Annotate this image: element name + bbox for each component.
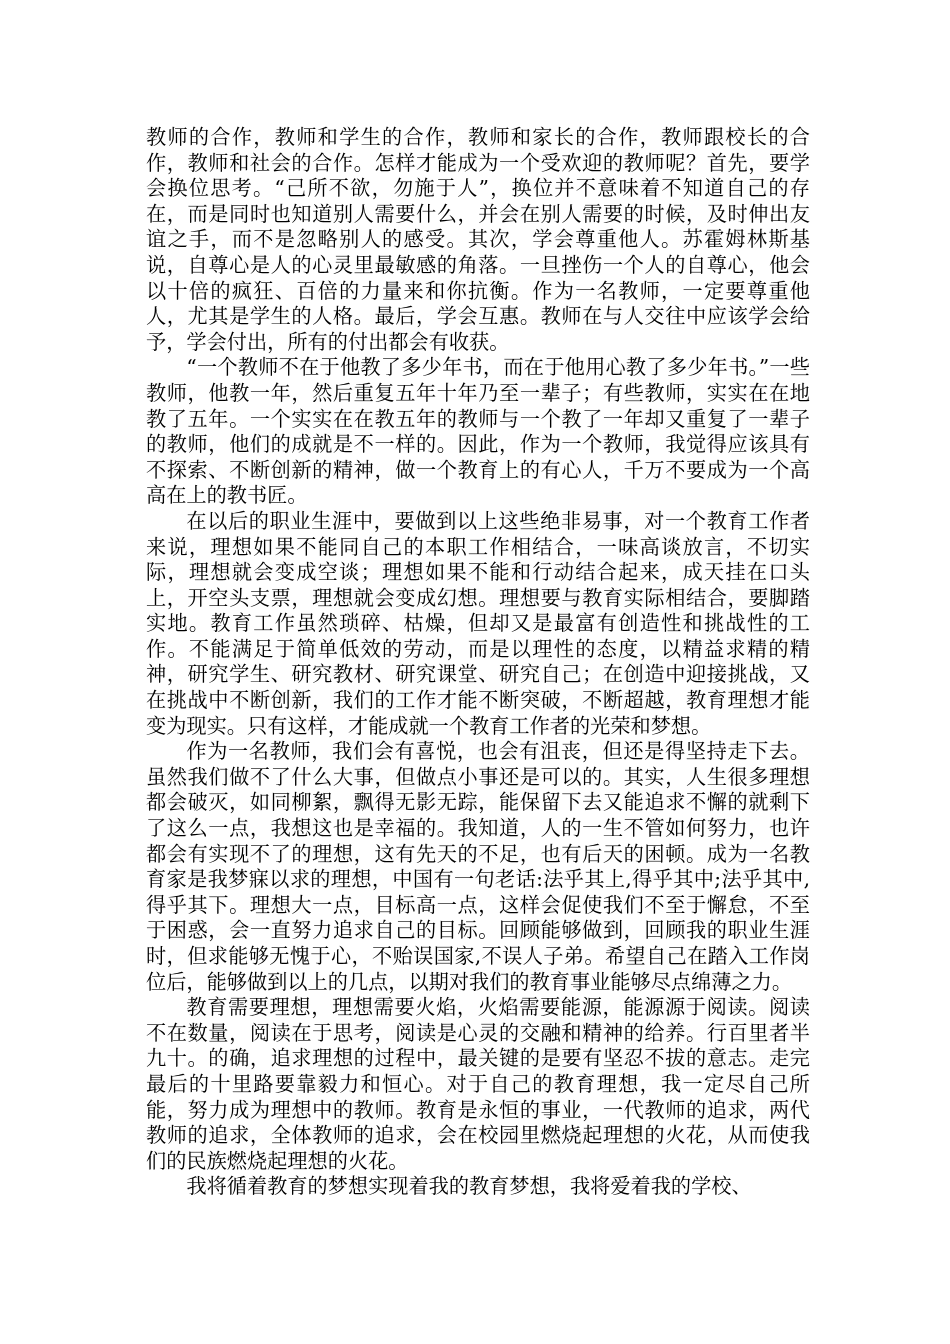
document-page: [146, 125, 810, 1200]
paragraph-1: 教师的合作，教师和学生的合作，教师和家长的合作，教师跟校长的合作，教师和社会的合作。怎样才能成为一个受欢迎的教师呢？首先，要学会换位思考。“己所不欲，勿施于人”，换位并不意味着不知道自己的存在，而是同时也知道别人需要什么，并会在别人需要的时候，及时伸出友谊之手，而不是忽略别人的感受。其次，学会尊重他人。苏霍姆林斯基说，自尊心是人的心灵里最敏感的角落。一旦挫伤一个人的自尊心，他会以十倍的疯狂、百倍的力量来和你抗衡。作为一名教师，一定要尊重他人，尤其是学生的人格。最后，学会互惠。教师在与人交往中应该学会给予，学会付出，所有的付出都会有收获。: [146, 125, 810, 354]
paragraph-3: 在以后的职业生涯中，要做到以上这些绝非易事，对一个教育工作者来说，理想如果不能同自己的本职工作相结合，一味高谈放言，不切实际，理想就会变成空谈；理想如果不能和行动结合起来，成天挂在口头上，开空头支票，理想就会变成幻想。理想要与教育实际相结合，要脚踏实地。教育工作虽然琐碎、枯燥，但却又是最富有创造性和挑战性的工作。不能满足于简单低效的劳动，而是以理性的态度，以精益求精的精神，研究学生、研究教材、研究课堂、研究自己；在创造中迎接挑战，又在挑战中不断创新，我们的工作才能不断突破，不断超越，教育理想才能变为现实。只有这样，才能成就一个教育工作者的光荣和梦想。: [146, 508, 810, 738]
paragraph-2: “一个教师不在于他教了多少年书，而在于他用心教了多少年书。”一些教师，他教一年，然后重复五年十年乃至一辈子；有些教师，实实在在地教了五年。一个实实在在教五年的教师与一个教了一年却又重复了一辈子的教师，他们的成就是不一样的。因此，作为一个教师，我觉得应该具有不探索、不断创新的精神，做一个教育上的有心人，千万不要成为一个高高在上的教书匠。: [146, 355, 810, 508]
paragraph-6: 我将循着教育的梦想实现着我的教育梦想，我将爱着我的学校、: [186, 1174, 752, 1199]
paragraph-4: 作为一名教师，我们会有喜悦，也会有沮丧，但还是得坚持走下去。虽然我们做不了什么大事，但做点小事还是可以的。其实，人生很多理想都会破灭，如同柳絮，飘得无影无踪，能保留下去又能追求不懈的就剩下了这么一点，我想这也是幸福的。我知道，人的一生不管如何努力，也许都会有实现不了的理想，这有先天的不足，也有后天的困顿。成为一名教育家是我梦寐以求的理想，中国有一句老话:法乎其上,得乎其中;法乎其中,得乎其下。理想大一点，目标高一点，这样会促使我们不至于懈怠，不至于困惑，会一直努力追求自己的目标。回顾能够做到，回顾我的职业生涯时，但求能够无愧于心，不贻误国家,不误人子弟。希望自己在踏入工作岗位后，能够做到以上的几点，以期对我们的教育事业能够尽点绵薄之力。: [146, 739, 810, 994]
paragraph-5: 教育需要理想，理想需要火焰，火焰需要能源，能源源于阅读。阅读不在数量，阅读在于思考，阅读是心灵的交融和精神的给养。行百里者半九十。的确，追求理想的过程中，最关键的是要有坚忍不拔的意志。走完最后的十里路要靠毅力和恒心。对于自己的教育理想，我一定尽自己所能，努力成为理想中的教师。教育是永恒的事业，一代教师的追求，两代教师的追求，全体教师的追求，会在校园里燃烧起理想的火花，从而使我们的民族燃烧起理想的火花。: [146, 995, 810, 1173]
